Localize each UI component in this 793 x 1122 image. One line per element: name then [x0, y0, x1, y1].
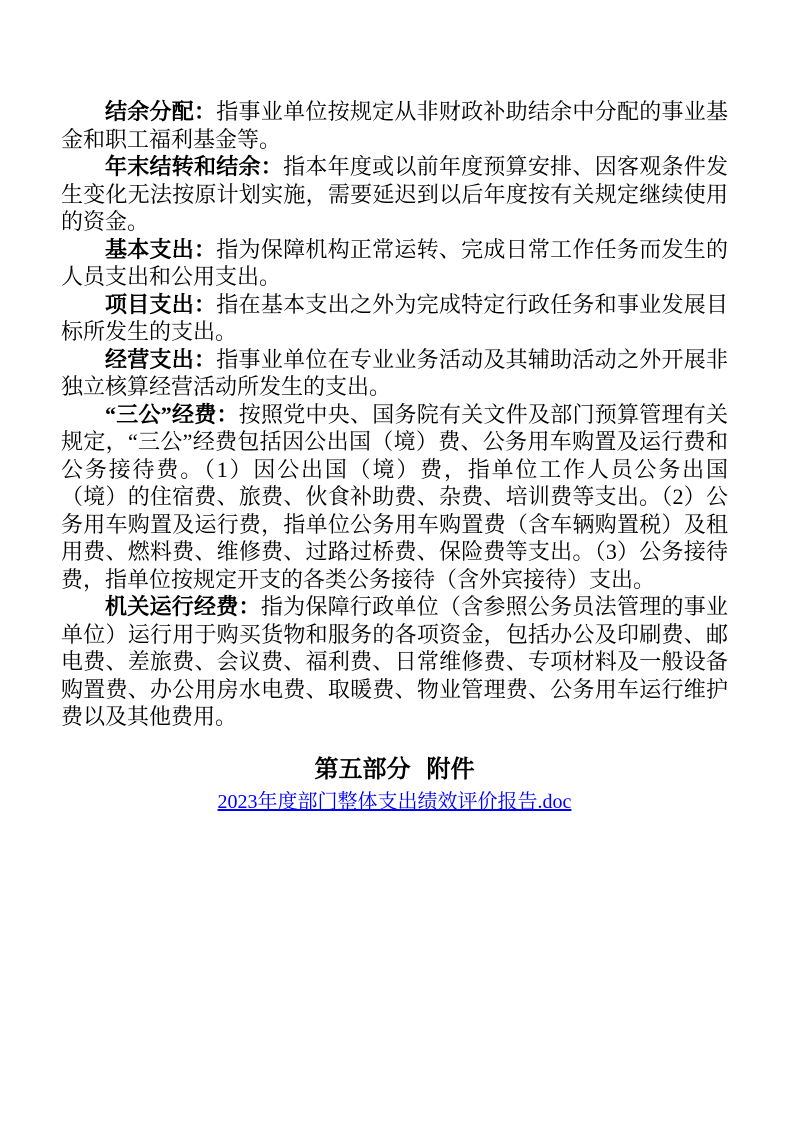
definition-body: 指在基本支出之外为完成特定行政任务和事业发展目标所发生的支出。: [61, 291, 728, 344]
paragraph-jiben-zhichu: [61, 236, 728, 291]
attachment-doc-link[interactable]: 2023年度部门整体支出绩效评价报告.doc: [217, 790, 572, 813]
definition-term: 经营支出：: [105, 346, 217, 372]
definition-term: 年末结转和结余：: [105, 154, 284, 179]
definition-term: 结余分配：: [105, 99, 217, 124]
definitions-section: [61, 98, 728, 731]
paragraph-sangong-jingfei: [61, 401, 728, 594]
definition-term: 基本支出：: [105, 236, 217, 262]
definition-term: 机关运行经费：: [105, 594, 261, 619]
definition-term: “三公”经费：: [105, 401, 239, 427]
paragraph-jieyu-fenpei: [61, 98, 728, 153]
paragraph-xiangmu-zhichu: [61, 291, 728, 346]
paragraph-jiguan-yunxing-jingfei: [61, 593, 728, 731]
definition-body: 指为保障行政单位（含参照公务员法管理的事业单位）运行用于购买货物和服务的各项资金，包括办公及印刷费、邮电费、差旅费、会议费、福利费、日常维修费、专项材料及一般设备购置费、办公用房水电费、取暖费、物业管理费、公务用车运行维护费以及其他费用。: [61, 594, 728, 729]
definition-body: 指事业单位在专业业务活动及其辅助活动之外开展非独立核算经营活动所发生的支出。: [61, 346, 728, 399]
definition-body: 指事业单位按规定从非财政补助结余中分配的事业基金和职工福利基金等。: [61, 99, 728, 152]
paragraph-jingying-zhichu: [61, 346, 728, 401]
attachment-line: [61, 789, 728, 815]
definition-term: 项目支出：: [105, 291, 217, 317]
definition-body: 指为保障机构正常运转、完成日常工作任务而发生的人员支出和公用支出。: [61, 236, 728, 289]
section-heading-part5-attachments: 第五部分 附件: [314, 756, 475, 783]
definition-body: 按照党中央、国务院有关文件及部门预算管理有关规定，“三公”经费包括因公出国（境）费、公务用车购置及运行费和公务接待费。（1）因公出国（境）费，指单位工作人员公务出国（境）的住宿费、旅费、伙食补助费、杂费、培训费等支出。（2）公务用车购置及运行费，指单位公务用车购置费（含车辆购置税）及租用费、燃料费、维修费、过路过桥费、保险费等支出。（3）公务接待费，指单位按规定开支的各类公务接待（含外宾接待）支出。: [61, 401, 728, 592]
definition-body: 指本年度或以前年度预算安排、因客观条件发生变化无法按原计划实施，需要延迟到以后年度按有关规定继续使用的资金。: [61, 154, 728, 234]
paragraph-nianmo-jiezhuan: [61, 153, 728, 236]
